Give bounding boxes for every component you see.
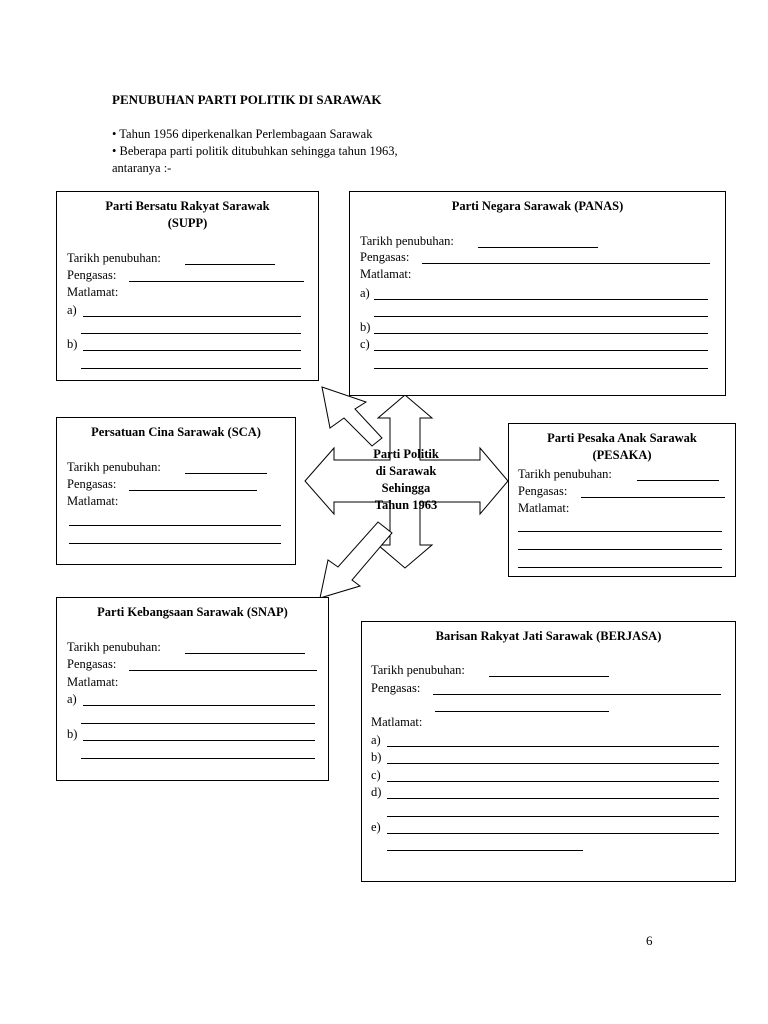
panas-matlamat-label: Matlamat: bbox=[360, 267, 412, 281]
berjasa-pengasas-line[interactable] bbox=[433, 694, 721, 695]
panas-pengasas-line[interactable] bbox=[422, 263, 710, 264]
pesaka-tarikh-line[interactable] bbox=[637, 480, 719, 481]
berjasa-tarikh-line[interactable] bbox=[489, 676, 609, 677]
box-snap bbox=[56, 597, 329, 781]
arrow-to-snap bbox=[320, 522, 392, 598]
supp-tarikh-line[interactable] bbox=[185, 264, 275, 265]
berjasa-pengasas-line-2[interactable] bbox=[435, 711, 609, 712]
panas-b-label: b) bbox=[360, 320, 371, 334]
intro-line-2: • Beberapa parti politik ditubuhkan sehingga tahun 1963, bbox=[112, 144, 398, 158]
pesaka-title-line-1: Parti Pesaka Anak Sarawak bbox=[547, 431, 697, 445]
sca-line-2[interactable] bbox=[69, 543, 281, 544]
berjasa-a-label: a) bbox=[371, 733, 381, 747]
snap-a-label: a) bbox=[67, 692, 77, 706]
supp-tarikh-label: Tarikh penubuhan: bbox=[67, 251, 161, 265]
sca-pengasas-line[interactable] bbox=[129, 490, 257, 491]
sca-matlamat-label: Matlamat: bbox=[67, 494, 119, 508]
pesaka-matlamat-label: Matlamat: bbox=[518, 501, 570, 515]
pesaka-tarikh-label: Tarikh penubuhan: bbox=[518, 467, 612, 481]
supp-pengasas-label: Pengasas: bbox=[67, 268, 117, 282]
panas-b-line[interactable] bbox=[374, 333, 708, 334]
berjasa-d-line-2[interactable] bbox=[387, 816, 719, 817]
berjasa-e-line-2[interactable] bbox=[387, 850, 583, 851]
berjasa-c-line[interactable] bbox=[387, 781, 719, 782]
panas-tarikh-label: Tarikh penubuhan: bbox=[360, 234, 454, 248]
berjasa-title-line-1: Barisan Rakyat Jati Sarawak (BERJASA) bbox=[435, 629, 662, 643]
pesaka-title-line-2: (PESAKA) bbox=[592, 448, 652, 462]
supp-b-line[interactable] bbox=[83, 350, 301, 351]
snap-b-label: b) bbox=[67, 727, 78, 741]
berjasa-b-line[interactable] bbox=[387, 763, 719, 764]
sca-pengasas-label: Pengasas: bbox=[67, 477, 117, 491]
panas-pengasas-label: Pengasas: bbox=[360, 250, 410, 264]
sca-title-line-1: Persatuan Cina Sarawak (SCA) bbox=[91, 425, 261, 439]
panas-title-line-1: Parti Negara Sarawak (PANAS) bbox=[451, 199, 624, 213]
supp-b-line-2[interactable] bbox=[81, 368, 301, 369]
supp-pengasas-line[interactable] bbox=[129, 281, 304, 282]
pesaka-line-2[interactable] bbox=[518, 549, 722, 550]
page-title: PENUBUHAN PARTI POLITIK DI SARAWAK bbox=[112, 92, 382, 107]
panas-tarikh-line[interactable] bbox=[478, 247, 598, 248]
intro-line-3: antaranya :- bbox=[112, 161, 172, 175]
berjasa-pengasas-label: Pengasas: bbox=[371, 681, 421, 695]
sca-tarikh-line[interactable] bbox=[185, 473, 267, 474]
pesaka-line-1[interactable] bbox=[518, 531, 722, 532]
supp-title-line-1: Parti Bersatu Rakyat Sarawak bbox=[105, 199, 270, 213]
pesaka-line-3[interactable] bbox=[518, 567, 722, 568]
sca-line-1[interactable] bbox=[69, 525, 281, 526]
snap-a-line[interactable] bbox=[83, 705, 315, 706]
center-line-3: Sehingga bbox=[381, 481, 431, 495]
berjasa-e-label: e) bbox=[371, 820, 381, 834]
snap-b-line-2[interactable] bbox=[81, 758, 315, 759]
center-line-1: Parti Politik bbox=[373, 447, 439, 461]
panas-c-line-2[interactable] bbox=[374, 368, 708, 369]
snap-matlamat-label: Matlamat: bbox=[67, 675, 119, 689]
panas-a-line[interactable] bbox=[374, 299, 708, 300]
pesaka-pengasas-line[interactable] bbox=[581, 497, 725, 498]
sca-tarikh-label: Tarikh penubuhan: bbox=[67, 460, 161, 474]
panas-c-label: c) bbox=[360, 337, 370, 351]
snap-pengasas-label: Pengasas: bbox=[67, 657, 117, 671]
berjasa-a-line[interactable] bbox=[387, 746, 719, 747]
page-number: 6 bbox=[646, 933, 653, 948]
snap-b-line[interactable] bbox=[83, 740, 315, 741]
berjasa-d-label: d) bbox=[371, 785, 382, 799]
supp-matlamat-label: Matlamat: bbox=[67, 285, 119, 299]
box-supp bbox=[56, 191, 319, 381]
panas-a-label: a) bbox=[360, 286, 370, 300]
box-panas bbox=[349, 191, 726, 396]
snap-tarikh-line[interactable] bbox=[185, 653, 305, 654]
box-pesaka bbox=[508, 423, 736, 577]
supp-a-line-2[interactable] bbox=[81, 333, 301, 334]
center-line-2: di Sarawak bbox=[375, 464, 437, 478]
center-line-4: Tahun 1963 bbox=[374, 498, 438, 512]
berjasa-e-line[interactable] bbox=[387, 833, 719, 834]
box-berjasa bbox=[361, 621, 736, 882]
berjasa-matlamat-label: Matlamat: bbox=[371, 715, 423, 729]
snap-tarikh-label: Tarikh penubuhan: bbox=[67, 640, 161, 654]
supp-b-label: b) bbox=[67, 337, 78, 351]
berjasa-c-label: c) bbox=[371, 768, 381, 782]
pesaka-pengasas-label: Pengasas: bbox=[518, 484, 568, 498]
supp-a-label: a) bbox=[67, 303, 77, 317]
supp-title-line-2: (SUPP) bbox=[167, 216, 208, 230]
snap-title-line-1: Parti Kebangsaan Sarawak (SNAP) bbox=[97, 605, 288, 619]
intro-line-1: • Tahun 1956 diperkenalkan Perlembagaan Sarawak bbox=[112, 127, 373, 141]
berjasa-tarikh-label: Tarikh penubuhan: bbox=[371, 663, 465, 677]
snap-pengasas-line[interactable] bbox=[129, 670, 317, 671]
berjasa-d-line[interactable] bbox=[387, 798, 719, 799]
box-sca bbox=[56, 417, 296, 565]
center-label bbox=[356, 446, 456, 514]
panas-c-line[interactable] bbox=[374, 350, 708, 351]
berjasa-b-label: b) bbox=[371, 750, 382, 764]
panas-a-line-2[interactable] bbox=[374, 316, 708, 317]
snap-a-line-2[interactable] bbox=[81, 723, 315, 724]
supp-a-line[interactable] bbox=[83, 316, 301, 317]
